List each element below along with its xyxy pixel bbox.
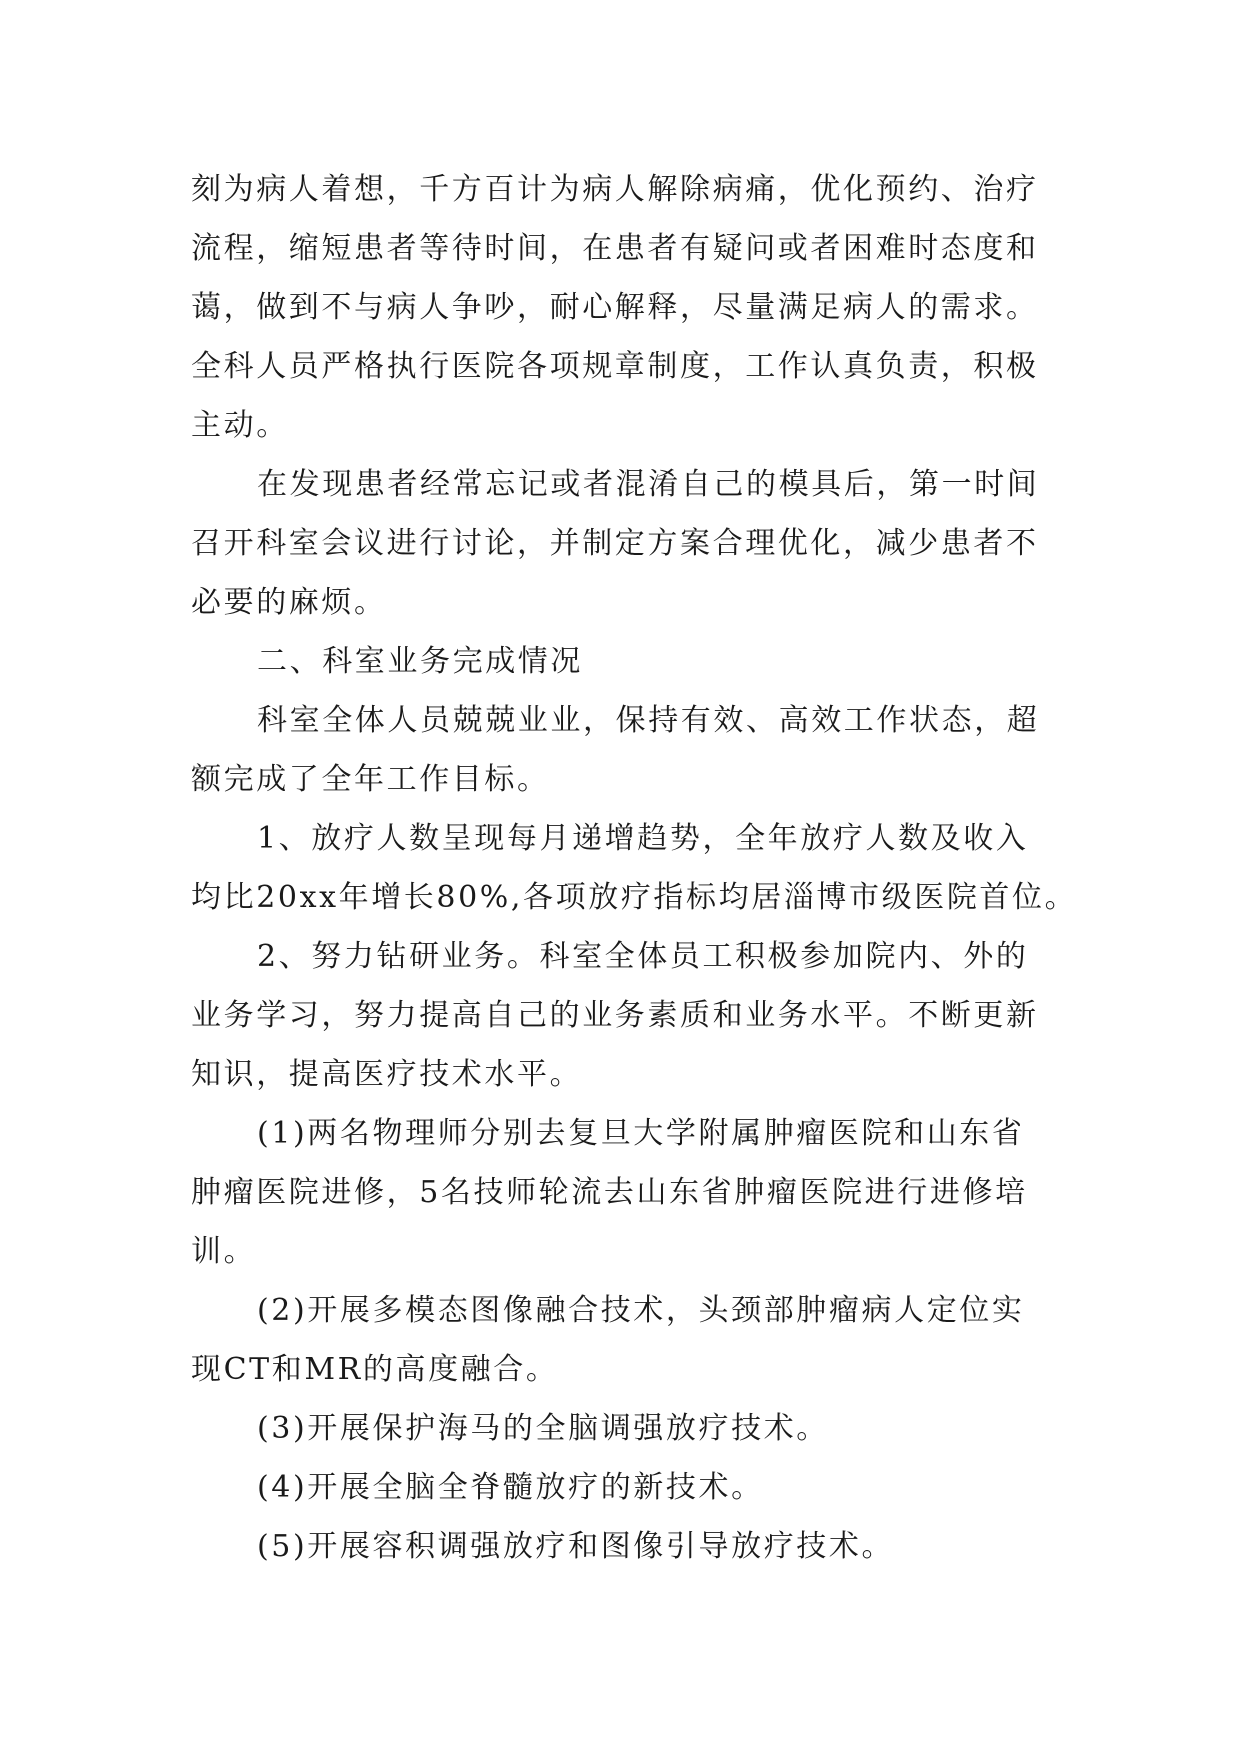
text-line: 现CT和MR的高度融合。 [191, 1352, 559, 1387]
section-heading: 二、科室业务完成情况 [257, 644, 583, 679]
text-line: 刻为病人着想，千方百计为病人解除病痛，优化预约、治疗 [191, 172, 1039, 207]
text-line: 蔼，做到不与病人争吵，耐心解释，尽量满足病人的需求。 [191, 290, 1039, 325]
list-item-2: 2、努力钻研业务。科室全体员工积极参加院内、外的 [257, 939, 1029, 974]
body-text [191, 160, 1078, 1576]
text-line: 全科人员严格执行医院各项规章制度，工作认真负责，积极 [191, 349, 1039, 384]
sub-item-3: (3)开展保护海马的全脑调强放疗技术。 [257, 1411, 829, 1446]
text-line: 肿瘤医院进修，5名技师轮流去山东省肿瘤医院进行进修培 [191, 1175, 1028, 1210]
sub-item-1: (1)两名物理师分别去复旦大学附属肿瘤医院和山东省 [257, 1116, 1025, 1151]
list-item-1: 1、放疗人数呈现每月递增趋势，全年放疗人数及收入 [257, 821, 1029, 856]
paragraph-start-line: 科室全体人员兢兢业业，保持有效、高效工作状态，超 [257, 703, 1040, 738]
text-line: 必要的麻烦。 [191, 585, 387, 620]
text-line: 业务学习，努力提高自己的业务素质和业务水平。不断更新 [191, 998, 1039, 1033]
text-line: 额完成了全年工作目标。 [191, 762, 550, 797]
text-line: 均比20xx年增长80%,各项放疗指标均居淄博市级医院首位。 [191, 880, 1078, 915]
text-line: 主动。 [191, 408, 289, 443]
text-line: 训。 [191, 1234, 257, 1269]
text-line: 流程，缩短患者等待时间，在患者有疑问或者困难时态度和 [191, 231, 1039, 266]
text-line: 召开科室会议进行讨论，并制定方案合理优化，减少患者不 [191, 526, 1039, 561]
sub-item-4: (4)开展全脑全脊髓放疗的新技术。 [257, 1470, 764, 1505]
paragraph-start-line: 在发现患者经常忘记或者混淆自己的模具后，第一时间 [257, 467, 1040, 502]
sub-item-5: (5)开展容积调强放疗和图像引导放疗技术。 [257, 1529, 895, 1564]
text-line: 知识，提高医疗技术水平。 [191, 1057, 583, 1092]
sub-item-2: (2)开展多模态图像融合技术，头颈部肿瘤病人定位实 [257, 1293, 1025, 1328]
